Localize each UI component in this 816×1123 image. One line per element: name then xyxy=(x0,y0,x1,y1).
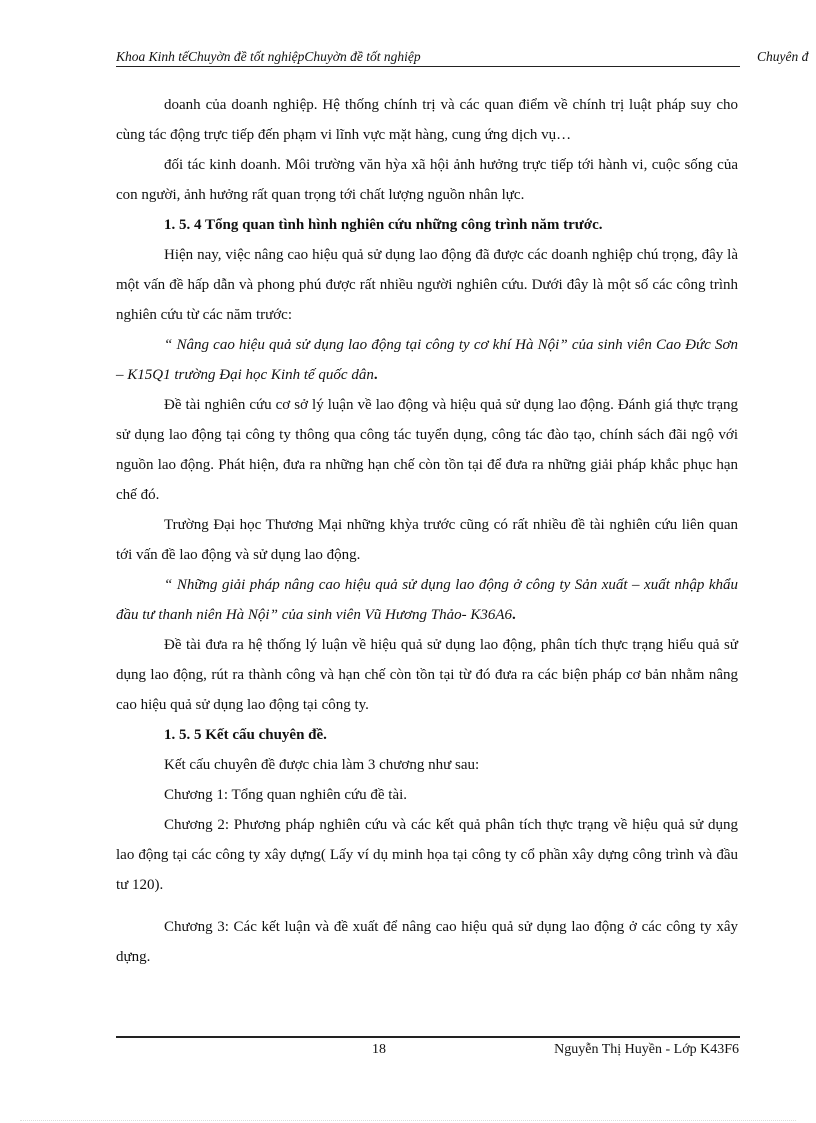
heading-structure: 1. 5. 5 Kết cấu chuyên đề. xyxy=(164,727,327,743)
quote-work-2-text: “ Những giải pháp nâng cao hiệu quả sử dụng lao động ở công ty Sản xuất – xuất nhập khẩu đầu tư thanh niên Hà Nội” của sinh viên Vũ Hương Thảo- K36A6 xyxy=(116,577,738,623)
header-right-text: Chuyên đ xyxy=(757,49,809,64)
paragraph-work-1-summary: Đề tài nghiên cứu cơ sở lý luận về lao động và hiệu quả sử dụng lao động. Đánh giá thực trạng sử dụng lao động tại công ty thông qua công tác tuyển dụng, công tác đào tạo, chính sách đãi ngộ với nguồn lao động. Phát hiện, đưa ra những hạn chế còn tồn tại để đưa ra những giải pháp khắc phục hạn chế đó. xyxy=(116,397,738,503)
header-rule xyxy=(116,66,740,67)
footer-author: Nguyễn Thị Huyền - Lớp K43F6 xyxy=(554,1042,739,1057)
paragraph-structure-intro: Kết cấu chuyên đề được chia làm 3 chương như sau: xyxy=(164,757,480,773)
paragraph-culture: đối tác kinh doanh. Môi trường văn hỳa xã hội ảnh hưởng trực tiếp tới hành vi, cuộc sống của con người, ảnh hưởng rất quan trọng tới chất lượng nguồn nhân lực. xyxy=(116,157,738,203)
quote-work-1 xyxy=(116,330,738,390)
paragraph-work-2-summary: Đề tài đưa ra hệ thống lý luận về hiệu quả sử dụng lao động, phân tích thực trạng hiểu quả sử dụng lao động, rút ra thành công và hạn chế còn tồn tại từ đó đưa ra các biện pháp cơ bản nhằm nâng cao hiệu quả sử dụng lao động tại công ty. xyxy=(116,637,738,713)
paragraph-politics: doanh của doanh nghiệp. Hệ thống chính trị và các quan điểm về chính trị luật pháp suy cho cùng tác động trực tiếp đến phạm vi lĩnh vực mặt hàng, cung ứng dịch vụ… xyxy=(116,97,738,143)
paragraph-chapter-1: Chương 1: Tổng quan nghiên cứu đề tài. xyxy=(164,787,408,803)
quote-work-2 xyxy=(116,570,738,630)
header-left-text: Khoa Kinh tếChuyờn đề tốt nghiệpChuyờn đề tốt nghiệp xyxy=(116,49,421,64)
page-number: 18 xyxy=(372,1042,386,1057)
paragraph-chapter-2: Chương 2: Phương pháp nghiên cứu và các kết quả phân tích thực trạng về hiệu quả sử dụng lao động tại các công ty xây dựng( Lấy ví dụ minh họa tại công ty cổ phần xây dựng công trình và đầu tư 120). xyxy=(116,817,738,893)
quote-work-1-end: . xyxy=(373,367,378,383)
document-body xyxy=(116,90,738,972)
paragraph-chapter-3: Chương 3: Các kết luận và đề xuất để nâng cao hiệu quả sử dụng lao động ở các công ty xây dựng. xyxy=(116,919,738,965)
quote-work-1-text: “ Nâng cao hiệu quả sử dụng lao động tại công ty cơ khí Hà Nội” của sinh viên Cao Đức Sơn – K15Q1 trường Đại học Kinh tế quốc dân xyxy=(116,337,738,383)
paragraph-research-intro: Hiện nay, việc nâng cao hiệu quả sử dụng lao động đã được các doanh nghiệp chú trọng, đây là một vấn đề hấp dẫn và phong phú được rất nhiều người nghiên cứu. Dưới đây là một số các công trình nghiên cứu từ các năm trước: xyxy=(116,247,738,323)
heading-research-overview: 1. 5. 4 Tổng quan tình hình nghiên cứu những công trình năm trước. xyxy=(164,217,603,233)
footer-rule xyxy=(116,1036,740,1038)
page-header xyxy=(116,49,816,67)
paragraph-tmu-works: Trường Đại học Thương Mại những khỳa trước cũng có rất nhiều đề tài nghiên cứu liên quan tới vấn đề lao động và sử dụng lao động. xyxy=(116,517,738,563)
quote-work-2-end: . xyxy=(512,607,516,623)
page-bottom-dotted-line xyxy=(20,1120,796,1121)
